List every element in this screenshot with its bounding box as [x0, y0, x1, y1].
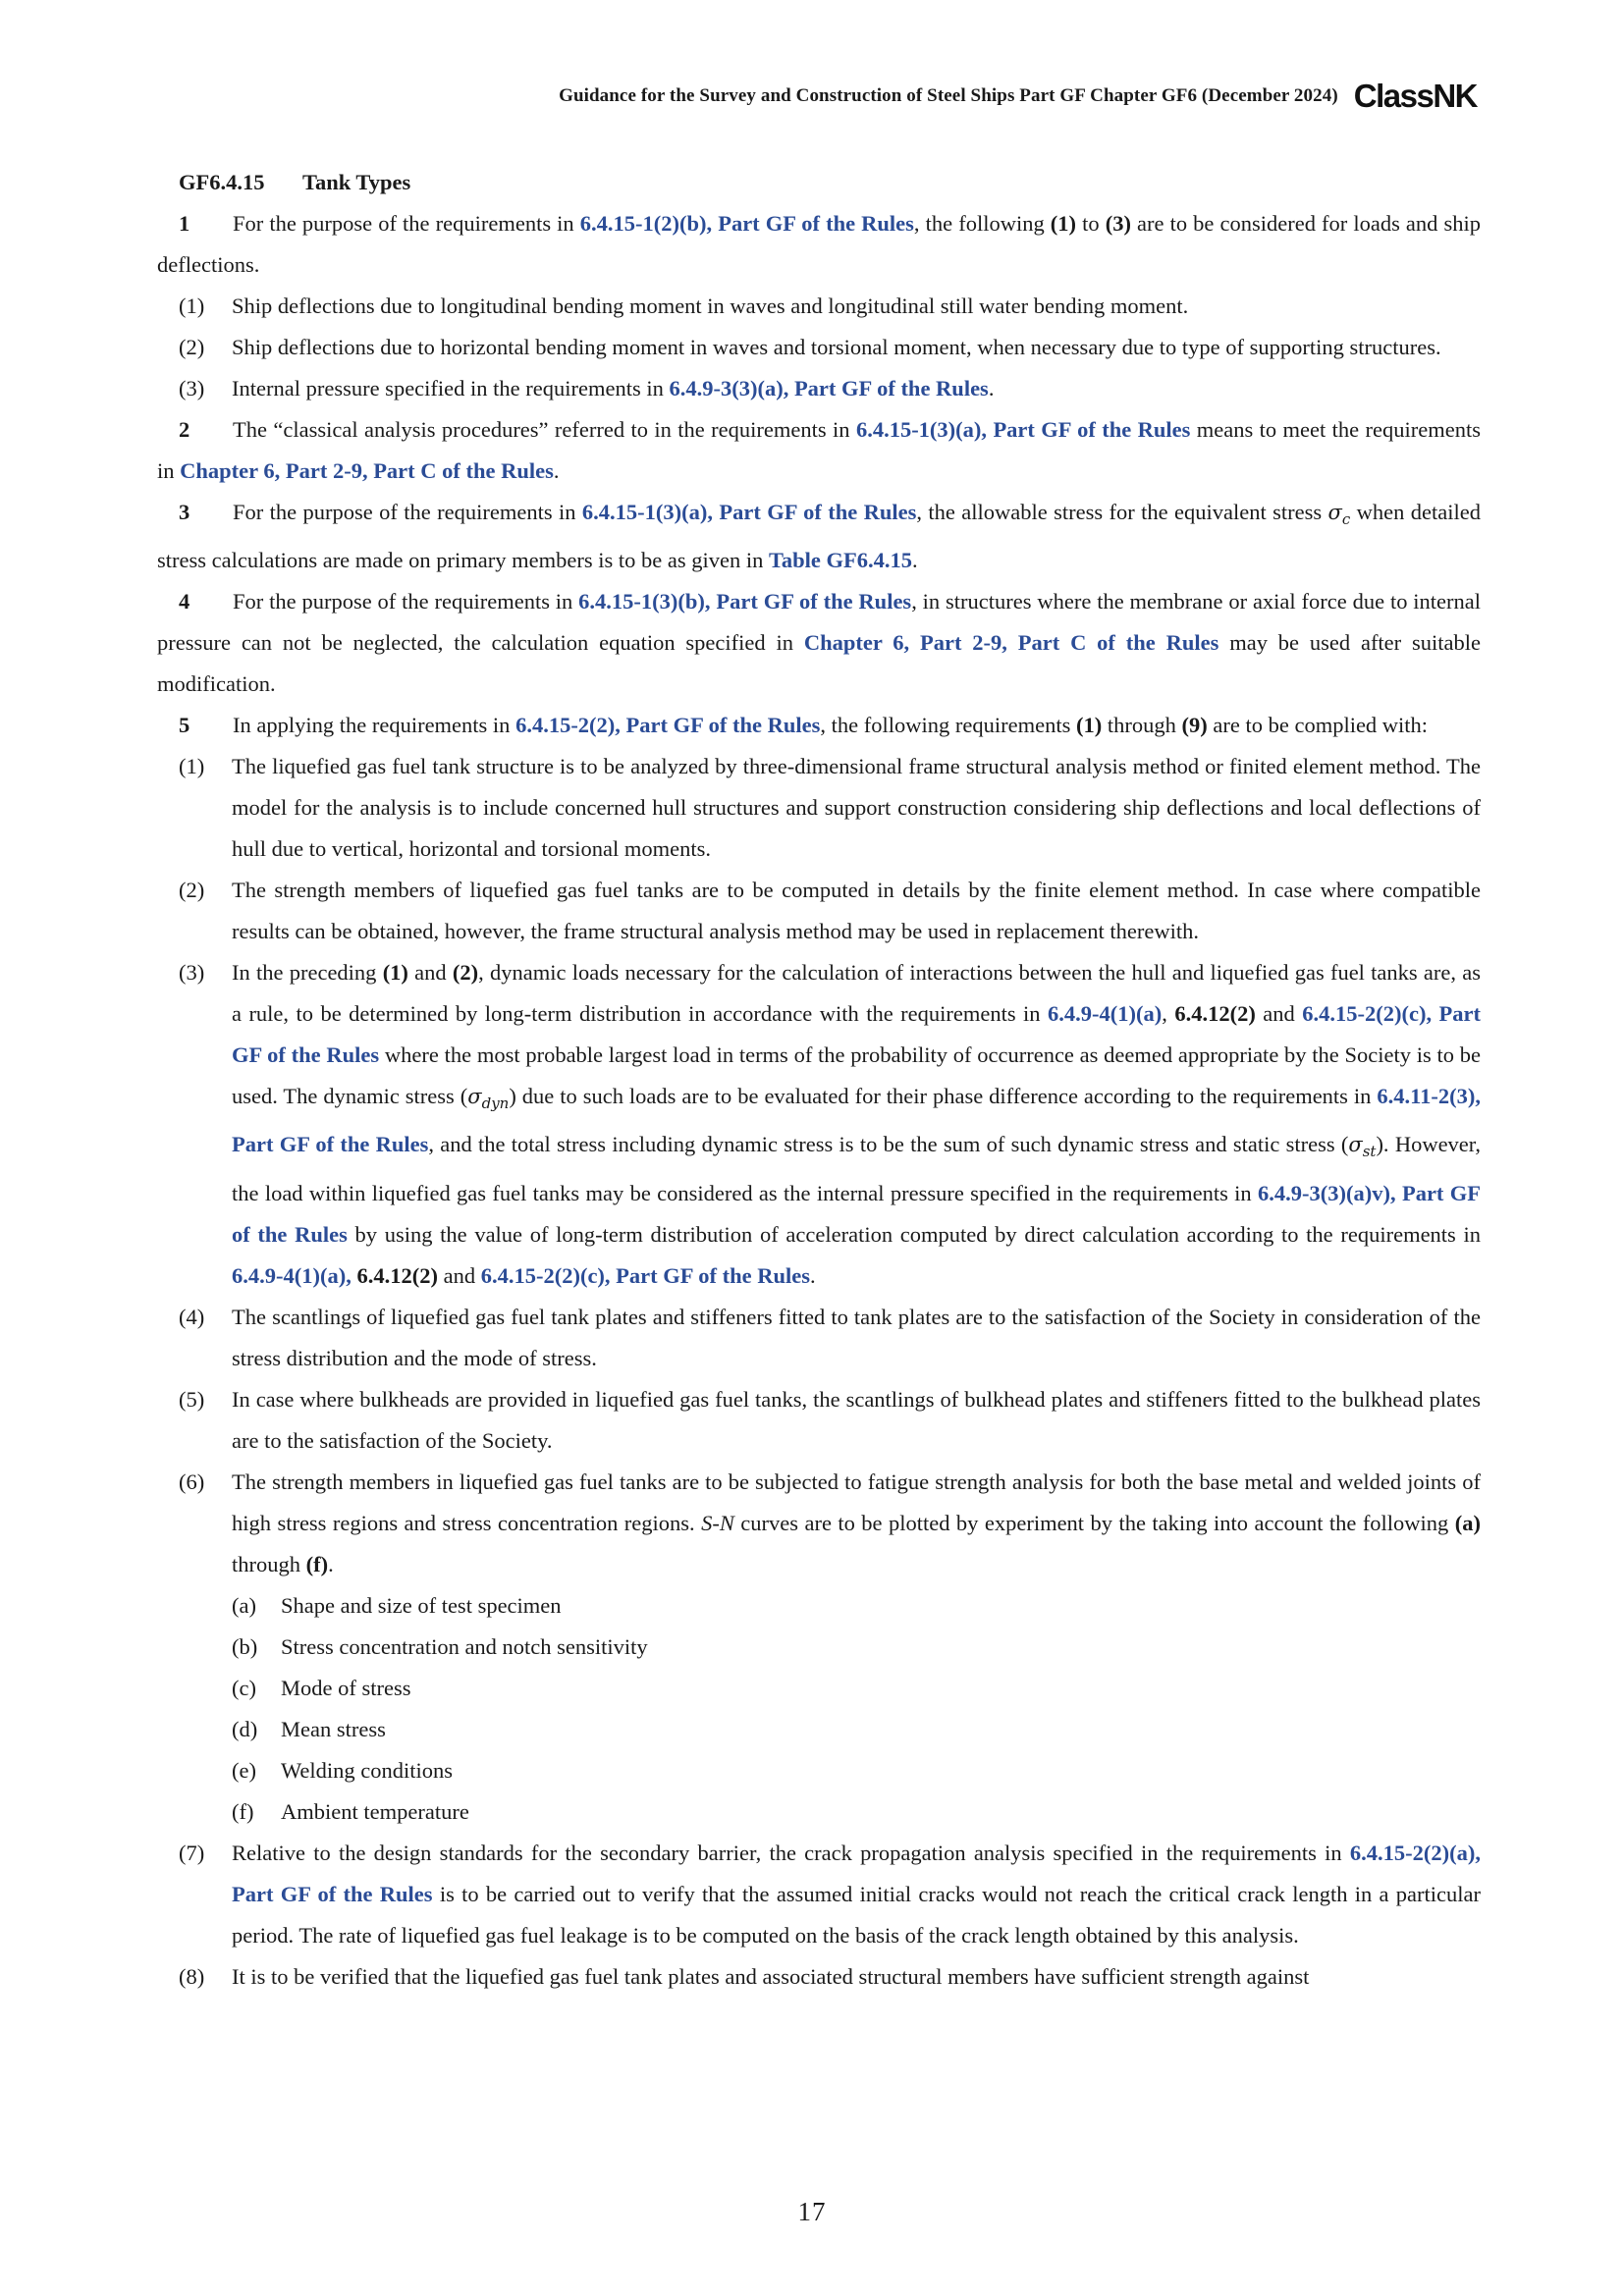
- paragraph-2: 2 The “classical analysis procedures” referred to in the requirements in 6.4.15-1(3)(a), Part GF of the Rules means to meet the requirements in Chapter 6, Part 2-9, Part C of the Rules.: [157, 409, 1481, 492]
- ref-link[interactable]: 6.4.15-1(3)(a): [855, 417, 982, 442]
- ref-link[interactable]: Part GF of the Rules: [719, 500, 917, 524]
- item-label: (1): [179, 754, 205, 779]
- paragraph-number: 4: [179, 589, 190, 614]
- list-item: (7) Relative to the design standards for the secondary barrier, the crack propagation analysis specified in the requirements in 6.4.15-2(2)(a), Part GF of the Rules is to be carried out to verify that the assumed initial cracks would not reach the critical crack length in a particular period. The rate of liquefied gas fuel leakage is to be computed on the basis of the crack length obtained by this analysis.: [157, 1833, 1481, 1956]
- item-label: (3): [179, 376, 205, 400]
- sigma-st-symbol: $\sigma_{st}$: [1348, 1133, 1377, 1161]
- paragraph-3: 3 For the purpose of the requirements in 6.4.15-1(3)(a), Part GF of the Rules, the allowable stress for the equivalent stress $\sigma_c$ when detailed stress calculations are made on primary members is to be as given in Table GF6.4.15.: [157, 492, 1481, 581]
- list-item: (5) In case where bulkheads are provided in liquefied gas fuel tanks, the scantlings of bulkhead plates and stiffeners fitted to the bulkhead plates are to the satisfaction of the Society.: [157, 1379, 1481, 1462]
- paragraph-number: 2: [179, 417, 190, 442]
- sub-list-item: (d) Mean stress: [157, 1709, 1481, 1750]
- document-body: [157, 162, 1481, 1998]
- list-item: (6) The strength members in liquefied gas fuel tanks are to be subjected to fatigue strength analysis for both the base metal and welded joints of high stress regions and stress concentration regions. S-N curves are to be plotted by experiment by the taking into account the following (a) through (f).: [157, 1462, 1481, 1585]
- ref-link[interactable]: 6.4.15-2(2): [515, 713, 616, 738]
- sub-list-item: (a) Shape and size of test specimen: [157, 1585, 1481, 1627]
- sub-item-label: (d): [232, 1716, 258, 1741]
- ref-link[interactable]: Part GF of the Rules: [716, 589, 912, 614]
- ref-link[interactable]: 6.4.15-2(2)(c): [480, 1262, 605, 1288]
- ref-link[interactable]: 6.4.15-2(2)(c): [1302, 1001, 1427, 1027]
- item-label: (8): [179, 1963, 205, 1989]
- list-item: (4) The scantlings of liquefied gas fuel tank plates and stiffeners fitted to tank plates are to the satisfaction of the Society in consideration of the stress distribution and the mode of stress.: [157, 1297, 1481, 1379]
- ref-link[interactable]: Chapter 6, Part 2-9, Part C of the Rules: [803, 630, 1219, 656]
- ref-link[interactable]: 6.4.15-2(2)(a): [1349, 1840, 1476, 1865]
- paragraph-5: 5 In applying the requirements in 6.4.15-2(2), Part GF of the Rules, the following requirements (1) through (9) are to be complied with:: [157, 705, 1481, 746]
- list-item: (2) Ship deflections due to horizontal bending moment in waves and torsional moment, when necessary due to type of supporting structures.: [157, 327, 1481, 368]
- ref-link[interactable]: 6.4.15-1(3)(a): [581, 500, 708, 524]
- ref-link[interactable]: 6.4.9-3(3)(a): [669, 376, 784, 400]
- list-item: (3) Internal pressure specified in the requirements in 6.4.9-3(3)(a), Part GF of the Rules.: [157, 368, 1481, 409]
- ref-link[interactable]: Part GF of the Rules: [232, 1132, 429, 1157]
- sub-item-label: (c): [232, 1675, 256, 1700]
- list-item: (8) It is to be verified that the liquefied gas fuel tank plates and associated structural members have sufficient strength against: [157, 1956, 1481, 1998]
- section-number: GF6.4.15: [179, 170, 265, 194]
- ref-link[interactable]: Table GF6.4.15: [768, 548, 913, 573]
- list-item: (3) In the preceding (1) and (2), dynamic loads necessary for the calculation of interactions between the hull and liquefied gas fuel tanks are, as a rule, to be determined by long-term distribution in accordance with the requirements in 6.4.9-4(1)(a), 6.4.12(2) and 6.4.15-2(2)(c), Part GF of the Rules where the most probable largest load in terms of the probability of occurrence as deemed appropriate by the Society is to be used. The dynamic stress $(\sigma_{dyn})$ due to such loads are to be evaluated for their phase difference according to the requirements in 6.4.11-2(3), Part GF of the Rules, and the total stress including dynamic stress is to be the sum of such dynamic stress and static stress $(\sigma_{st})$. However, the load within liquefied gas fuel tanks may be considered as the internal pressure specified in the requirements in 6.4.9-3(3)(a)v), Part GF of the Rules by using the value of long-term distribution of acceleration computed by direct calculation according to the requirements in 6.4.9-4(1)(a), 6.4.12(2) and 6.4.15-2(2)(c), Part GF of the Rules.: [157, 952, 1481, 1296]
- ref-link[interactable]: 6.4.9-3(3)(a)v): [1258, 1180, 1390, 1205]
- sub-list-item: (f) Ambient temperature: [157, 1791, 1481, 1833]
- paragraph-1: 1 For the purpose of the requirements in 6.4.15-1(2)(b), Part GF of the Rules, the following (1) to (3) are to be considered for loads and ship deflections.: [157, 203, 1481, 286]
- sub-item-label: (a): [232, 1592, 256, 1618]
- list-item: (1) Ship deflections due to longitudinal bending moment in waves and longitudinal still water bending moment.: [157, 286, 1481, 327]
- ref-link[interactable]: Part GF of the Rules: [718, 211, 914, 236]
- item-label: (2): [179, 335, 205, 359]
- ref-link[interactable]: Part GF of the Rules: [616, 1262, 811, 1288]
- list-item: (1) The liquefied gas fuel tank structure is to be analyzed by three-dimensional frame structural analysis method or finited element method. The model for the analysis is to include concerned hull structures and support construction considering ship deflections and local deflections of hull due to vertical, horizontal and torsional moments.: [157, 746, 1481, 870]
- section-heading: [157, 162, 1481, 203]
- classnk-logo: ClassNK: [1353, 78, 1477, 114]
- paragraph-number: 1: [179, 211, 190, 236]
- ref-link[interactable]: Part GF of the Rules: [232, 1001, 1482, 1068]
- ref-link[interactable]: 6.4.9-4(1)(a): [1048, 1001, 1163, 1027]
- item-label: (7): [179, 1840, 205, 1865]
- item-label: (2): [179, 878, 205, 903]
- ref-link[interactable]: Chapter 6, Part 2-9, Part C of the Rules: [180, 458, 554, 483]
- paragraph-number: 3: [179, 500, 190, 524]
- ref-link[interactable]: Part GF of the Rules: [793, 376, 989, 400]
- list-item: (2) The strength members of liquefied gas fuel tanks are to be computed in details by the finite element method. In case where compatible results can be obtained, however, the frame structural analysis method may be used in replacement therewith.: [157, 870, 1481, 952]
- sub-item-label: (f): [232, 1798, 254, 1824]
- paragraph-number: 5: [179, 713, 190, 738]
- ref-link[interactable]: 6.4.9-4(1)(a): [232, 1262, 347, 1288]
- sub-item-label: (e): [232, 1757, 256, 1783]
- header-title: Guidance for the Survey and Construction of Steel Ships Part GF Chapter GF6 (December 2024): [559, 85, 1338, 106]
- ref-link[interactable]: 6.4.11-2(3): [1377, 1084, 1476, 1109]
- paragraph-4: 4 For the purpose of the requirements in 6.4.15-1(3)(b), Part GF of the Rules, in structures where the membrane or axial force due to internal pressure can not be neglected, the calculation equation specified in Chapter 6, Part 2-9, Part C of the Rules may be used after suitable modification.: [157, 581, 1481, 705]
- ref-link[interactable]: Part GF of the Rules: [625, 713, 821, 738]
- sub-list-item: (b) Stress concentration and notch sensitivity: [157, 1627, 1481, 1668]
- item-label: (1): [179, 294, 205, 318]
- sub-list-item: (c) Mode of stress: [157, 1668, 1481, 1709]
- ref-link[interactable]: Part GF of the Rules: [232, 1881, 433, 1906]
- page-number: 17: [797, 2197, 827, 2226]
- item-label: (6): [179, 1468, 205, 1494]
- sigma-c-symbol: $\sigma_c$: [1327, 501, 1351, 529]
- ref-link[interactable]: Part GF of the Rules: [993, 417, 1191, 442]
- sub-item-label: (b): [232, 1633, 258, 1659]
- page-header: [559, 77, 1477, 116]
- sigma-dyn-symbol: $\sigma_{dyn}$: [467, 1085, 510, 1113]
- sub-list-item: (e) Welding conditions: [157, 1750, 1481, 1791]
- item-label: (5): [179, 1386, 205, 1412]
- item-label: (4): [179, 1304, 205, 1329]
- ref-link[interactable]: 6.4.15-1(2)(b): [579, 211, 707, 236]
- item-label: (3): [179, 960, 205, 986]
- section-title: Tank Types: [302, 170, 411, 194]
- ref-link[interactable]: Part GF of the Rules: [232, 1180, 1482, 1247]
- ref-link[interactable]: 6.4.15-1(3)(b): [578, 589, 705, 614]
